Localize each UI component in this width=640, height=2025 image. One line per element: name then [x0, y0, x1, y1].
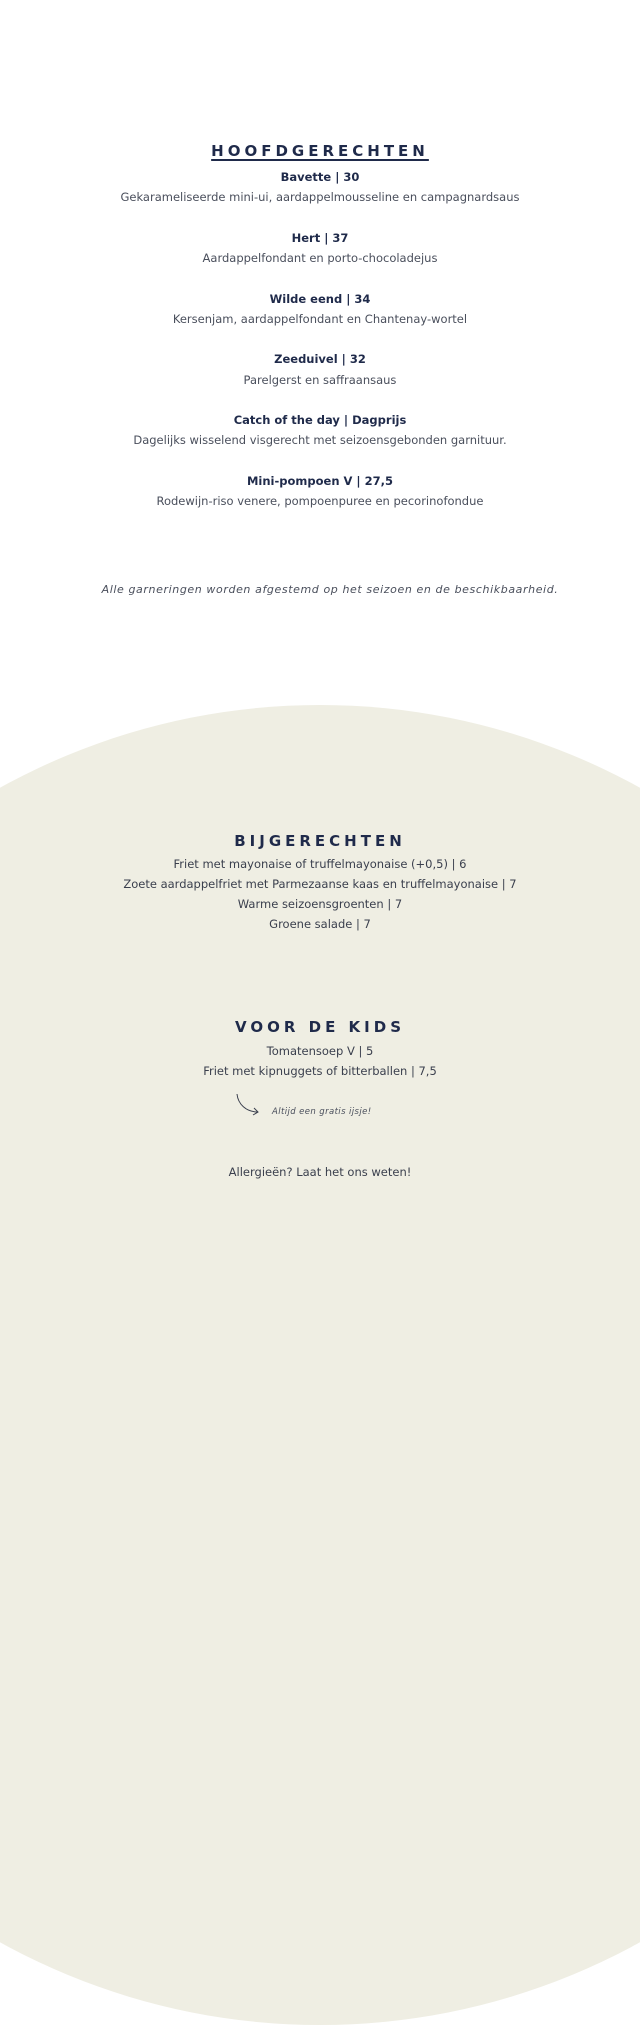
- curved-arrow-icon: [234, 1092, 264, 1118]
- dish-name: Mini-pompoen V | 27,5: [246, 474, 393, 488]
- dish-name: Wilde eend | 34: [269, 292, 371, 306]
- kids-item: Tomatensoep V | 5: [266, 1044, 374, 1058]
- dish-description: Kersenjam, aardappelfondant en Chantenay-wortel: [172, 312, 468, 326]
- dish-description: Rodewijn-riso venere, pompoenpuree en pecorinofondue: [156, 494, 484, 508]
- dish-description: Dagelijks wisselend visgerecht met seizoensgebonden garnituur.: [133, 433, 507, 447]
- kids-title: VOOR DE KIDS: [235, 1018, 405, 1036]
- kids-item: Friet met kipnuggets of bitterballen | 7,5: [203, 1064, 437, 1078]
- side-item: Warme seizoensgroenten | 7: [237, 897, 403, 911]
- side-item: Friet met mayonaise of truffelmayonaise (+0,5) | 6: [173, 857, 467, 871]
- side-item: Groene salade | 7: [269, 917, 371, 931]
- side-item: Zoete aardappelfriet met Parmezaanse kaas en truffelmayonaise | 7: [123, 877, 517, 891]
- main-courses-title: HOOFDGERECHTEN: [211, 142, 429, 160]
- allergy-note: Allergieën? Laat het ons weten!: [228, 1165, 412, 1179]
- garnish-note: Alle garneringen worden afgestemd op het seizoen en de beschikbaarheid.: [101, 583, 559, 596]
- dish-name: Catch of the day | Dagprijs: [233, 413, 407, 427]
- dish-name: Bavette | 30: [280, 170, 360, 184]
- free-ice-cream-note: Altijd een gratis ijsje!: [272, 1107, 372, 1117]
- dish-description: Aardappelfondant en porto-chocoladejus: [202, 251, 438, 265]
- dish-name: Zeeduivel | 32: [274, 352, 366, 366]
- dish-name: Hert | 37: [291, 231, 349, 245]
- dish-description: Parelgerst en saffraansaus: [243, 373, 397, 387]
- dish-description: Gekarameliseerde mini-ui, aardappelmousseline en campagnardsaus: [120, 190, 520, 204]
- sides-title: BIJGERECHTEN: [234, 832, 406, 850]
